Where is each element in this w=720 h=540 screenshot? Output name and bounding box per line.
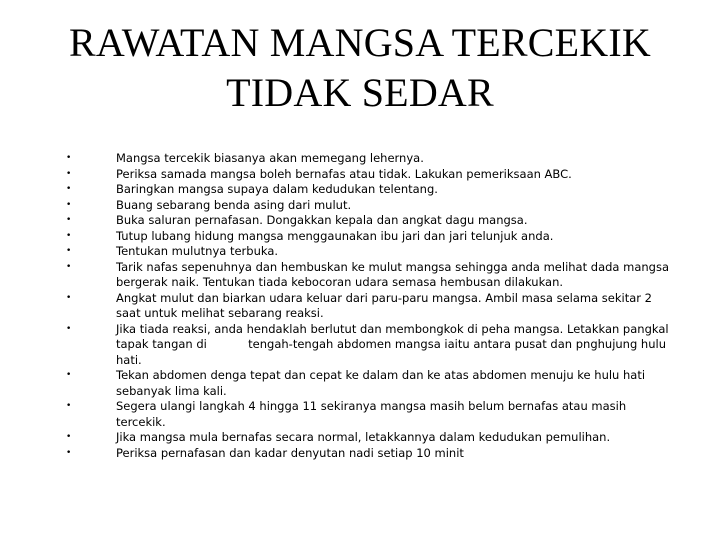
bullet-icon: • (66, 447, 72, 458)
list-item (60, 198, 670, 214)
list-item-text: Tarik nafas sepenuhnya dan hembuskan ke mulut mangsa sehingga anda melihat dada mangsa bergerak naik. Tentukan tiada kebocoran udara semasa hembusan dilakukan. (116, 259, 669, 289)
list-item (60, 213, 670, 229)
list-item-text: Segera ulangi langkah 4 hingga 11 sekiranya mangsa masih belum bernafas atau masih tercekik. (116, 399, 627, 429)
bullet-icon: • (66, 246, 72, 256)
list-item (60, 399, 670, 430)
bullet-icon: • (66, 323, 72, 334)
list-item-text: Baringkan mangsa supaya dalam kedudukan telentang. (116, 182, 438, 196)
list-item-text-continued: tengah-tengah abdomen mangsa iaitu antara pusat dan pnghujung hulu hati. (116, 337, 666, 367)
list-item (60, 322, 670, 369)
slide-title (40, 18, 680, 118)
bullet-list (60, 151, 670, 461)
list-item-text: Mangsa tercekik biasanya akan memegang lehernya. (116, 151, 424, 165)
list-item (60, 167, 670, 183)
bullet-icon: • (66, 261, 72, 272)
list-item-text: Buang sebarang benda asing dari mulut. (116, 197, 352, 212)
list-item (60, 244, 670, 260)
bullet-icon: • (66, 292, 72, 303)
list-item (60, 446, 670, 462)
bullet-icon: • (66, 215, 72, 225)
list-item (60, 368, 670, 399)
slide-title-line-1: RAWATAN MANGSA TERCEKIK (69, 20, 651, 65)
bullet-icon: • (66, 370, 72, 380)
list-item (60, 430, 670, 446)
list-item-text: Tentukan mulutnya terbuka. (116, 244, 279, 258)
list-item-text: Periksa samada mangsa boleh bernafas atau tidak. Lakukan pemeriksaan ABC. (116, 166, 572, 181)
list-item (60, 260, 670, 291)
list-item (60, 151, 670, 167)
bullet-icon: • (66, 230, 72, 241)
bullet-icon: • (66, 153, 72, 163)
slide-title-line-2: TIDAK SEDAR (226, 70, 494, 115)
list-item-text: Jika mangsa mula bernafas secara normal, letakkannya dalam kedudukan pemulihan. (116, 430, 611, 444)
bullet-icon: • (66, 401, 72, 411)
bullet-icon: • (66, 184, 72, 194)
list-item-text: Jika tiada reaksi, anda hendaklah berlutut dan membongkok di peha mangsa. Letakkan pangkal tapak tangan di (116, 321, 669, 351)
list-item-text: Tutup lubang hidung mangsa menggaunakan ibu jari dan jari telunjuk anda. (116, 228, 554, 243)
list-item-text: Periksa pernafasan dan kadar denyutan nadi setiap 10 minit (116, 445, 464, 460)
bullet-icon: • (66, 199, 72, 210)
list-item (60, 229, 670, 245)
list-item (60, 291, 670, 322)
list-item (60, 182, 670, 198)
bullet-icon: • (66, 168, 72, 179)
list-item-text: Buka saluran pernafasan. Dongakkan kepala dan angkat dagu mangsa. (116, 213, 528, 227)
list-item-text: Angkat mulut dan biarkan udara keluar dari paru-paru mangsa. Ambil masa selama sekitar 2 saat untuk melihat sebarang reaksi. (116, 290, 652, 320)
list-item-text: Tekan abdomen denga tepat dan cepat ke dalam dan ke atas abdomen menuju ke hulu hati sebanyak lima kali. (116, 368, 646, 398)
bullet-icon: • (66, 432, 72, 442)
